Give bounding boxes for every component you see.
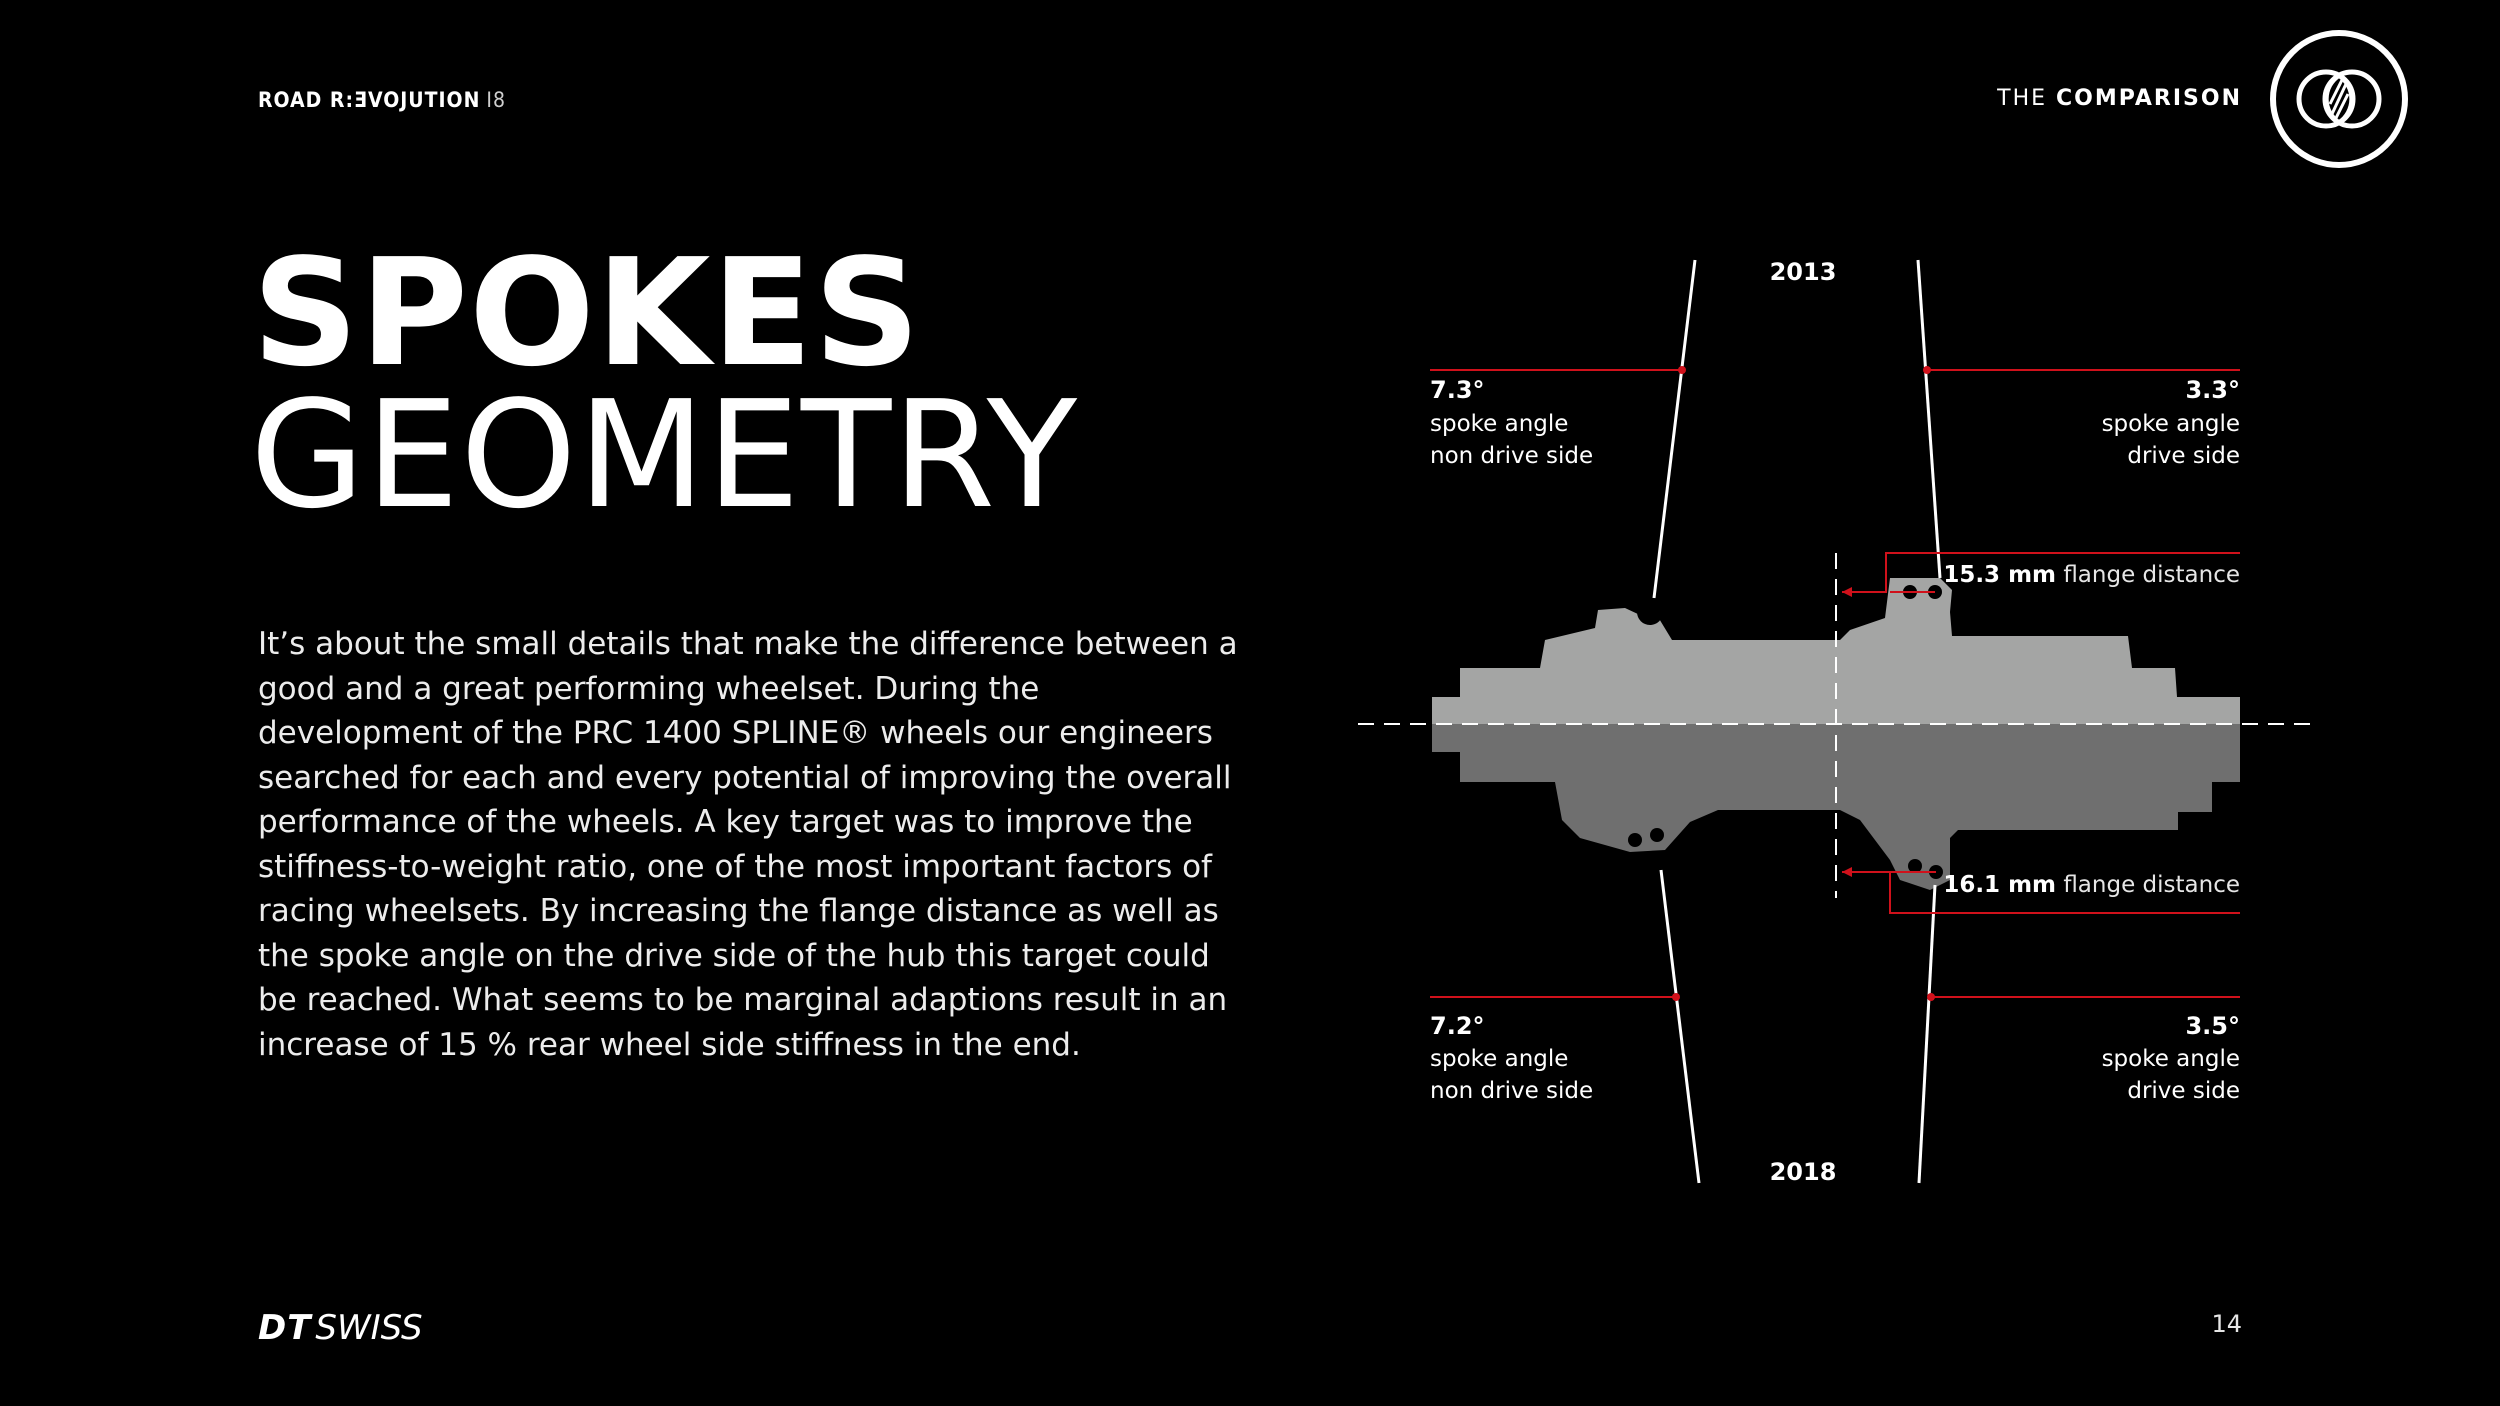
flange-top-value: 15.3 mm <box>1943 562 2056 588</box>
year-bottom-label: 2018 <box>1769 1158 1837 1186</box>
page-title-light: GEOMETRY <box>250 369 1079 541</box>
spoke-bottom-non-drive <box>1661 870 1699 1183</box>
flange-top-label <box>1943 562 2240 588</box>
year-top-label: 2013 <box>1769 258 1837 286</box>
top-right-angle-line2: drive side <box>2127 443 2240 469</box>
top-left-angle-line2: non drive side <box>1430 443 1594 469</box>
section-bold: COMPARISON <box>2056 86 2242 111</box>
top-right-angle-line1: spoke angle <box>2101 411 2240 437</box>
flange-top-text: flange distance <box>2063 562 2240 588</box>
hub-upper-half <box>1432 578 2240 724</box>
bottom-right-angle-line2: drive side <box>2127 1078 2240 1104</box>
page-number: 14 <box>2211 1310 2242 1338</box>
bottom-right-angle-line1: spoke angle <box>2101 1046 2240 1072</box>
logo-swiss: SWISS <box>315 1308 423 1348</box>
bottom-left-angle-value: 7.2° <box>1430 1012 1485 1040</box>
top-right-angle-value: 3.3° <box>2185 376 2240 404</box>
spoke-top-drive <box>1918 260 1940 578</box>
dt-swiss-logo <box>258 1308 423 1348</box>
brand-suffix: I8 <box>486 88 506 112</box>
spoke-top-non-drive <box>1654 260 1695 598</box>
top-left-angle-line1: spoke angle <box>1430 411 1569 437</box>
flange-bottom-text: flange distance <box>2063 872 2240 898</box>
top-left-angle-value: 7.3° <box>1430 376 1485 404</box>
bottom-left-angle-line2: non drive side <box>1430 1078 1594 1104</box>
spoke-bottom-drive <box>1919 885 1935 1183</box>
flange-bottom-value: 16.1 mm <box>1943 872 2056 898</box>
brand-main: ROAD R:ƎVOJUTION <box>258 88 481 112</box>
section-prefix: THE <box>1997 86 2048 111</box>
flange-bottom-label <box>1943 872 2240 898</box>
logo-dt: DT <box>258 1308 312 1348</box>
bottom-right-angle-value: 3.5° <box>2185 1012 2240 1040</box>
page-title-bold: SPOKES <box>252 227 922 399</box>
body-paragraph: It’s about the small details that make the difference between a good and a great performing wheelset. During the development of the PRC 1400 SPLINE® wheels our engineers searched for each and every potential of improving the overall performance of the wheels. A key target was to improve the stiffness-to-weight ratio, one of the most important factors of racing wheelsets. By increasing the flange distance as well as the spoke angle on the drive side of the hub this target could be reached. What seems to be marginal adaptions result in an increase of 15 % rear wheel side stiffness in the end. <box>258 626 1238 1063</box>
bottom-left-angle-line1: spoke angle <box>1430 1046 1569 1072</box>
